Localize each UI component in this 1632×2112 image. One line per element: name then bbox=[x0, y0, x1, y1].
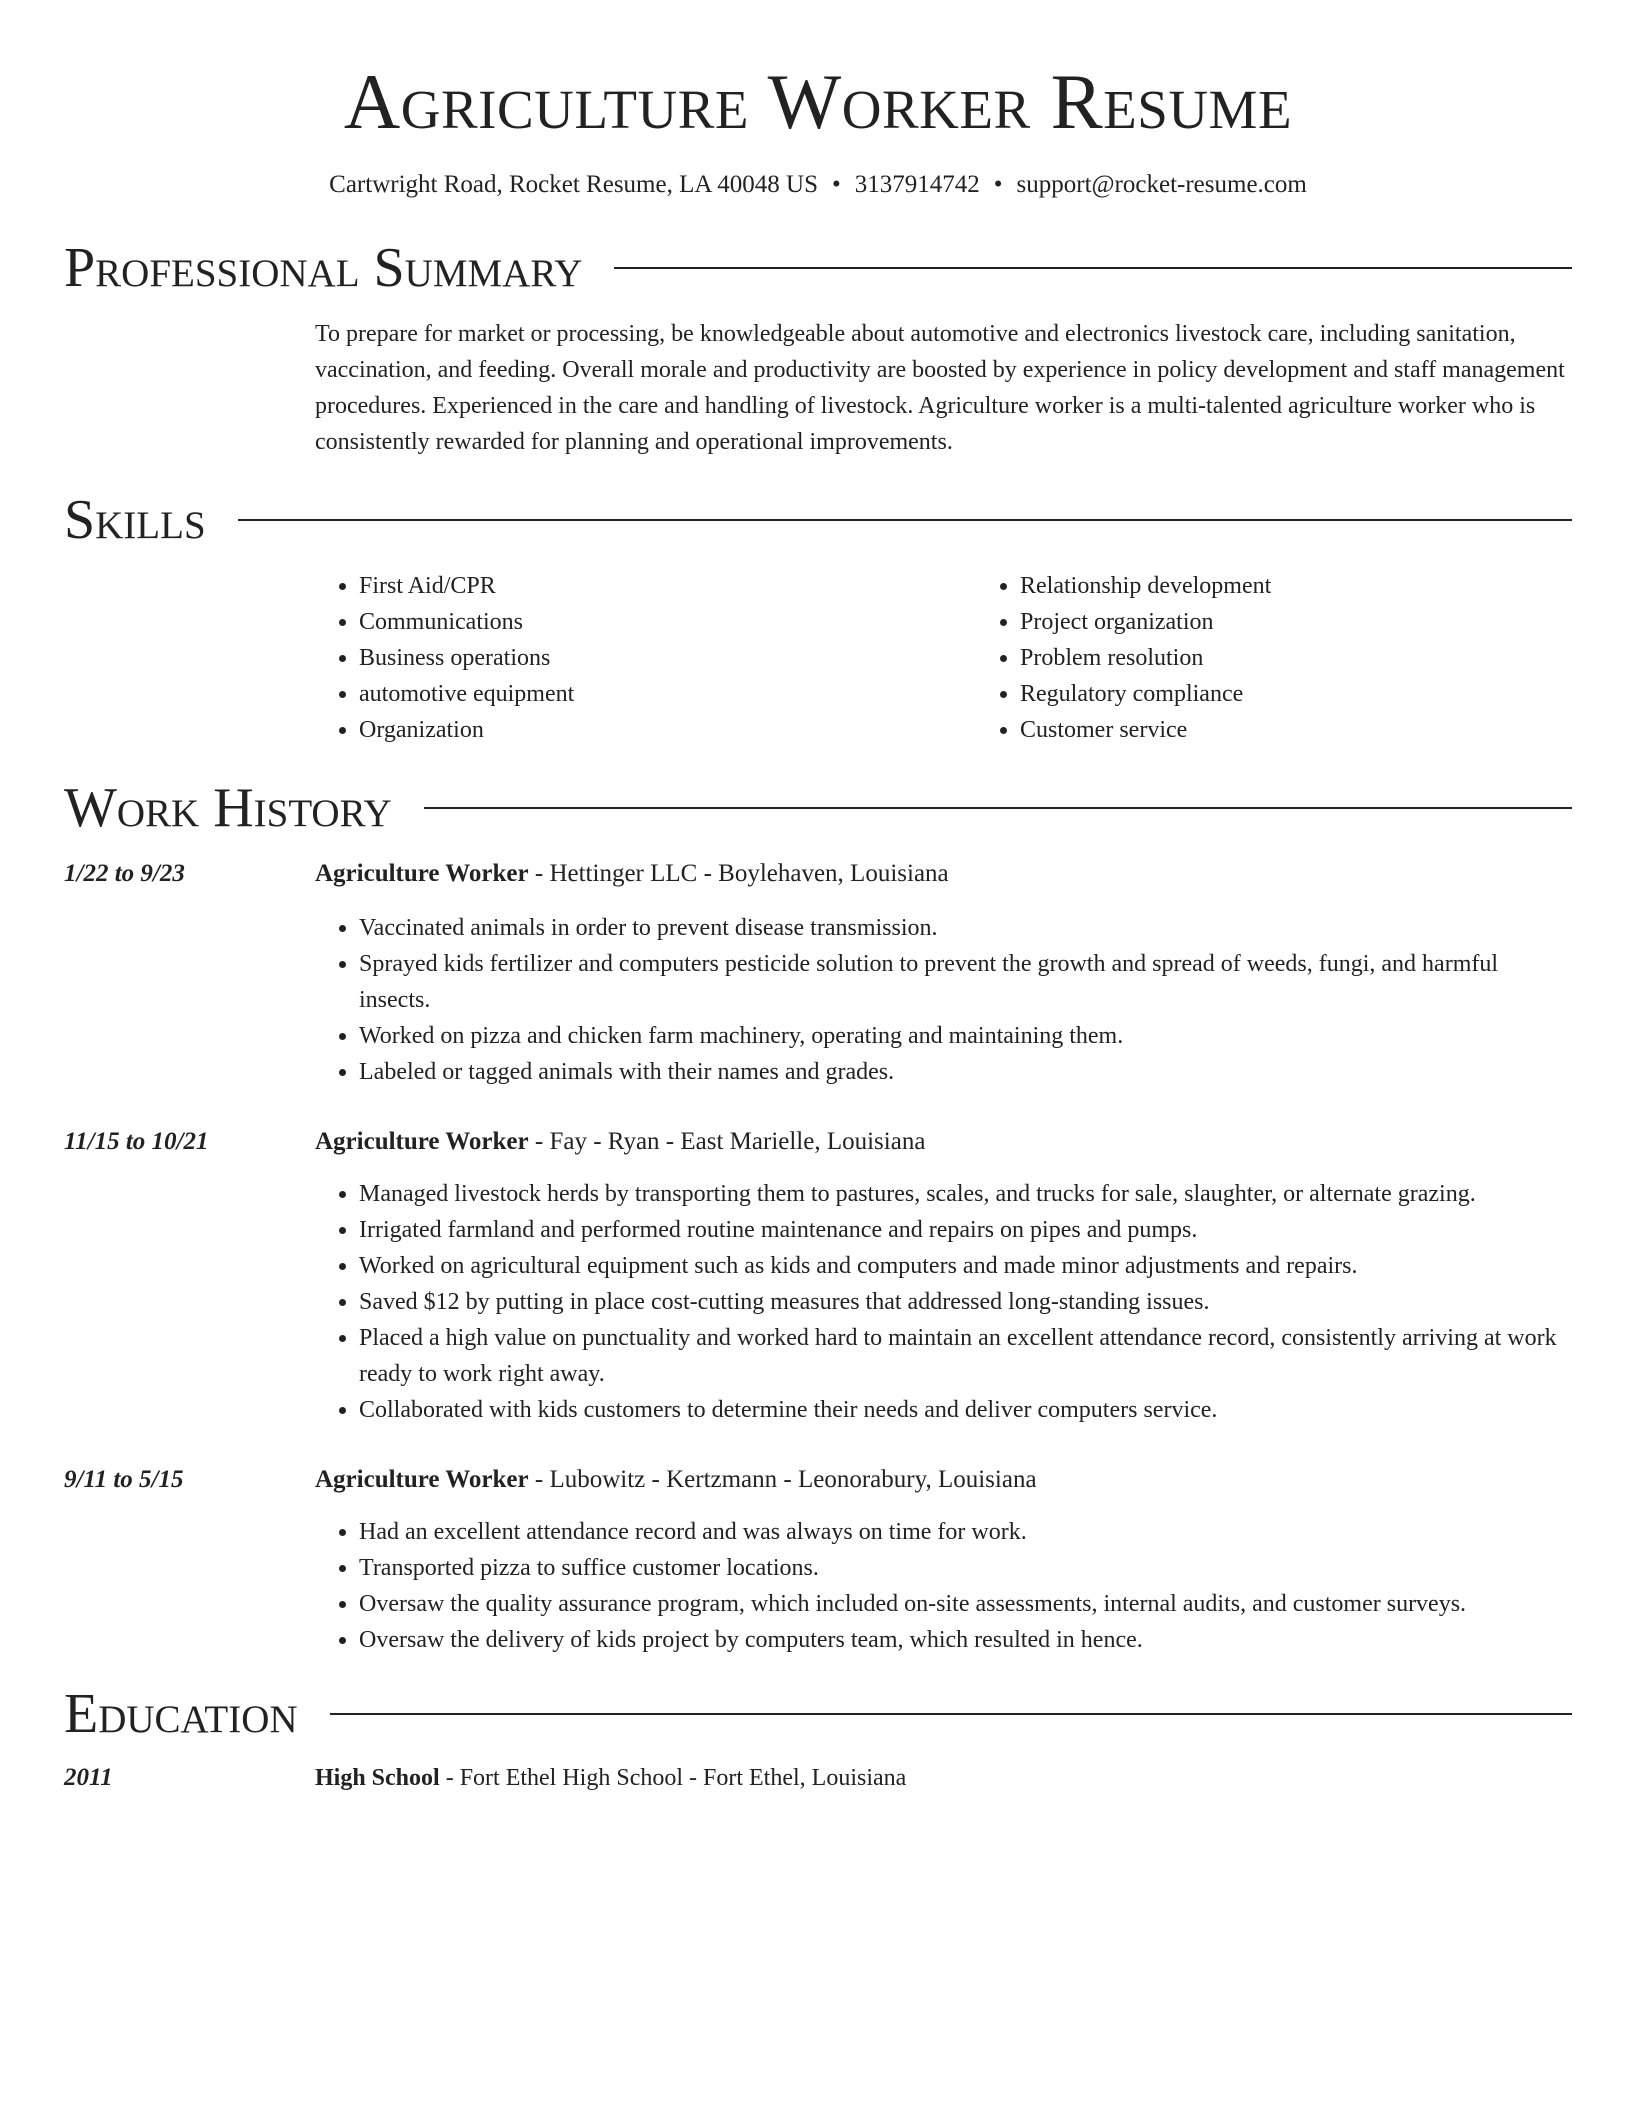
skills-spacer bbox=[64, 568, 315, 748]
skill-item: • Relationship development bbox=[1020, 568, 1632, 604]
job-company: - Lubowitz - Kertzmann - Leonorabury, Louisiana bbox=[528, 1466, 1037, 1493]
contact-phone: 3137914742 bbox=[854, 171, 980, 198]
work-heading: Work History bbox=[64, 777, 392, 839]
contact-email: support@rocket-resume.com bbox=[1016, 171, 1307, 198]
skills-heading: Skills bbox=[64, 489, 206, 551]
contact-line bbox=[64, 168, 1572, 202]
job-bullets bbox=[315, 910, 1572, 1090]
skill-item: • automotive equipment bbox=[359, 676, 976, 712]
job-header bbox=[315, 1462, 1572, 1498]
resume-title: Agriculture Worker Resume bbox=[343, 58, 1293, 145]
section-divider bbox=[614, 267, 1572, 269]
summary-text: To prepare for market or processing, be knowledgeable about automotive and electronics livestock care, including sanitation, vaccination, and feeding. Overall morale and productivity are boosted by experience in policy development and staff management procedures. Experienced in the care and handling of livestock. Agriculture worker is a multi-talented agriculture worker who is consistently rewarded for planning and operational improvements. bbox=[315, 321, 1565, 455]
skill-item: • Customer service bbox=[1020, 712, 1632, 748]
education-year: 2011 bbox=[64, 1764, 113, 1791]
education-section-header bbox=[64, 1682, 1572, 1746]
education-entry bbox=[64, 1760, 1572, 1796]
education-body bbox=[315, 1760, 1572, 1796]
contact-separator: • bbox=[993, 171, 1003, 198]
summary-section-header bbox=[64, 236, 1572, 300]
summary-spacer bbox=[64, 316, 315, 460]
job-entry bbox=[64, 856, 1572, 1090]
skill-item: • Project organization bbox=[1020, 604, 1632, 640]
job-title: Agriculture Worker bbox=[315, 1466, 529, 1493]
job-bullet: • Irrigated farmland and performed routine maintenance and repairs on pipes and pumps. bbox=[359, 1212, 1572, 1248]
job-bullet: • Collaborated with kids customers to determine their needs and deliver computers service. bbox=[359, 1392, 1572, 1428]
job-header bbox=[315, 1124, 1572, 1160]
resume-page bbox=[64, 0, 1572, 1796]
job-title: Agriculture Worker bbox=[315, 860, 529, 887]
job-entry bbox=[64, 1462, 1572, 1658]
education-school: - Fort Ethel High School - Fort Ethel, Louisiana bbox=[439, 1765, 907, 1791]
skill-item: • Organization bbox=[359, 712, 976, 748]
job-bullet: • Sprayed kids fertilizer and computers pesticide solution to prevent the growth and spread of weeds, fungi, and harmful insects. bbox=[359, 946, 1572, 1018]
skills-list-left bbox=[315, 568, 976, 748]
skill-item: • Regulatory compliance bbox=[1020, 676, 1632, 712]
summary-heading: Professional Summary bbox=[64, 237, 583, 299]
education-degree: High School bbox=[315, 1765, 440, 1791]
job-bullet: • Worked on agricultural equipment such as kids and computers and made minor adjustments and repairs. bbox=[359, 1248, 1572, 1284]
skill-item: • Problem resolution bbox=[1020, 640, 1632, 676]
summary-row bbox=[64, 316, 1572, 460]
job-entry bbox=[64, 1124, 1572, 1428]
work-section-header bbox=[64, 776, 1572, 840]
job-body bbox=[315, 1124, 1572, 1428]
education-heading: Education bbox=[64, 1683, 298, 1745]
job-dates: 9/11 to 5/15 bbox=[64, 1466, 184, 1493]
contact-separator: • bbox=[832, 171, 841, 198]
job-body bbox=[315, 856, 1572, 1090]
job-bullet: • Vaccinated animals in order to prevent disease transmission. bbox=[359, 910, 1572, 946]
job-header bbox=[315, 856, 1572, 892]
job-bullet: • Oversaw the quality assurance program, which included on-site assessments, internal audits, and customer surveys. bbox=[359, 1586, 1572, 1622]
skills-row bbox=[64, 568, 1572, 748]
job-company: - Fay - Ryan - East Marielle, Louisiana bbox=[528, 1128, 926, 1155]
job-bullet: • Placed a high value on punctuality and worked hard to maintain an excellent attendance record, consistently arriving at work ready to work right away. bbox=[359, 1320, 1572, 1392]
skill-item: • First Aid/CPR bbox=[359, 568, 976, 604]
section-divider bbox=[238, 519, 1572, 521]
job-body bbox=[315, 1462, 1572, 1658]
job-bullets bbox=[315, 1514, 1572, 1658]
job-bullet: • Labeled or tagged animals with their names and grades. bbox=[359, 1054, 1572, 1090]
section-divider bbox=[424, 807, 1572, 809]
job-bullet: • Saved $12 by putting in place cost-cutting measures that addressed long-standing issues. bbox=[359, 1284, 1572, 1320]
job-company: - Hettinger LLC - Boylehaven, Louisiana bbox=[528, 860, 949, 887]
job-dates: 11/15 to 10/21 bbox=[64, 1128, 209, 1155]
job-bullet: • Managed livestock herds by transporting them to pastures, scales, and trucks for sale, slaughter, or alternate grazing. bbox=[359, 1176, 1572, 1212]
skill-item: • Business operations bbox=[359, 640, 976, 676]
job-bullet: • Worked on pizza and chicken farm machinery, operating and maintaining them. bbox=[359, 1018, 1572, 1054]
contact-address: Cartwright Road, Rocket Resume, LA 40048 US bbox=[329, 171, 818, 198]
job-bullets bbox=[315, 1176, 1572, 1428]
skills-columns bbox=[315, 568, 1632, 748]
section-divider bbox=[330, 1713, 1572, 1715]
job-bullet: • Oversaw the delivery of kids project by computers team, which resulted in hence. bbox=[359, 1622, 1572, 1658]
job-title: Agriculture Worker bbox=[315, 1128, 529, 1155]
job-dates: 1/22 to 9/23 bbox=[64, 860, 185, 887]
job-bullet: • Transported pizza to suffice customer locations. bbox=[359, 1550, 1572, 1586]
skills-section-header bbox=[64, 488, 1572, 552]
skill-item: • Communications bbox=[359, 604, 976, 640]
skills-list-right bbox=[976, 568, 1632, 748]
job-bullet: • Had an excellent attendance record and was always on time for work. bbox=[359, 1514, 1572, 1550]
